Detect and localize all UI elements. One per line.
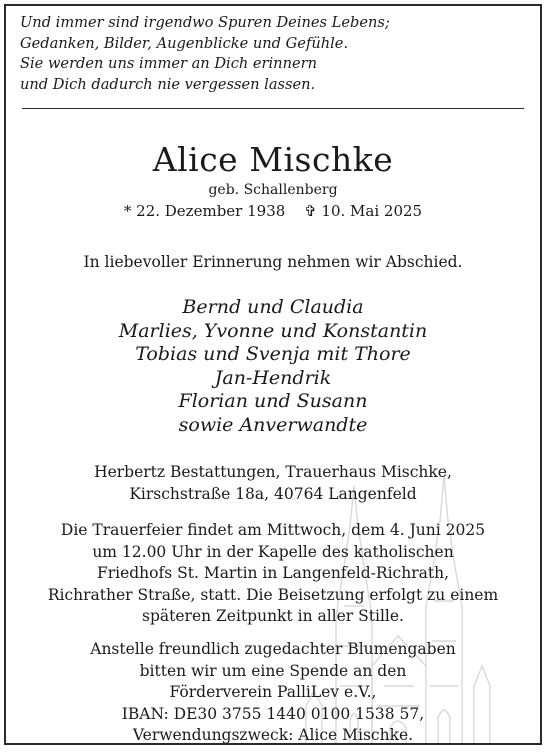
mourner-line: Jan-Hendrik: [214, 366, 332, 389]
undertaker-info: [6, 462, 540, 505]
undertaker-line: Herbertz Bestattungen, Trauerhaus Mischke,: [94, 463, 452, 481]
donation-info: [6, 639, 540, 745]
service-line: Richrather Straße, statt. Die Beisetzung erfolgt zu einem: [47, 585, 499, 604]
death-date: 10. Mai 2025: [321, 202, 423, 220]
donation-line: Verwendungszweck: Alice Mischke.: [132, 726, 414, 744]
poem-line: und Dich dadurch nie vergessen lassen.: [20, 75, 316, 93]
mourner-line: Marlies, Yvonne und Konstantin: [118, 319, 428, 342]
mourner-line: sowie Anverwandte: [178, 413, 368, 436]
birth-date: * 22. Dezember 1938: [123, 202, 286, 220]
donation-line: bitten wir um eine Spende an den: [139, 661, 407, 680]
divider: [22, 108, 524, 109]
poem-line: Gedanken, Bilder, Augenblicke und Gefühle.: [20, 34, 349, 52]
mourner-line: Florian und Susann: [178, 390, 368, 412]
undertaker-line: Kirschstraße 18a, 40764 Langenfeld: [129, 484, 417, 503]
obituary-frame: [4, 4, 542, 745]
life-dates: [6, 201, 540, 221]
donation-line: Förderverein PalliLev e.V.,: [169, 683, 377, 701]
mourners-list: [6, 296, 540, 437]
poem-line: Sie werden uns immer an Dich erinnern: [20, 55, 317, 73]
mourner-line: Bernd und Claudia: [182, 296, 364, 318]
service-line: Die Trauerfeier findet am Mittwoch, dem 4. Juni 2025: [60, 521, 486, 539]
donation-line: Anstelle freundlich zugedachter Blumengaben: [90, 640, 456, 658]
service-info: [6, 520, 540, 628]
service-line: späteren Zeitpunkt in aller Stille.: [142, 607, 404, 625]
service-line: Friedhofs St. Martin in Langenfeld-Richrath,: [96, 564, 450, 582]
mourner-line: Tobias und Svenja mit Thore: [135, 343, 411, 365]
service-line: um 12.00 Uhr in der Kapelle des katholischen: [92, 542, 454, 561]
poem-line: Und immer sind irgendwo Spuren Deines Lebens;: [20, 14, 390, 31]
cross-icon: ✞: [304, 202, 317, 220]
donation-line: IBAN: DE30 3755 1440 0100 1538 57,: [121, 704, 425, 723]
birth-name: geb. Schallenberg: [208, 182, 338, 198]
poem: [20, 13, 530, 95]
farewell-text: In liebevoller Erinnerung nehmen wir Abschied.: [83, 253, 463, 271]
deceased-name: Alice Mischke: [152, 140, 394, 179]
